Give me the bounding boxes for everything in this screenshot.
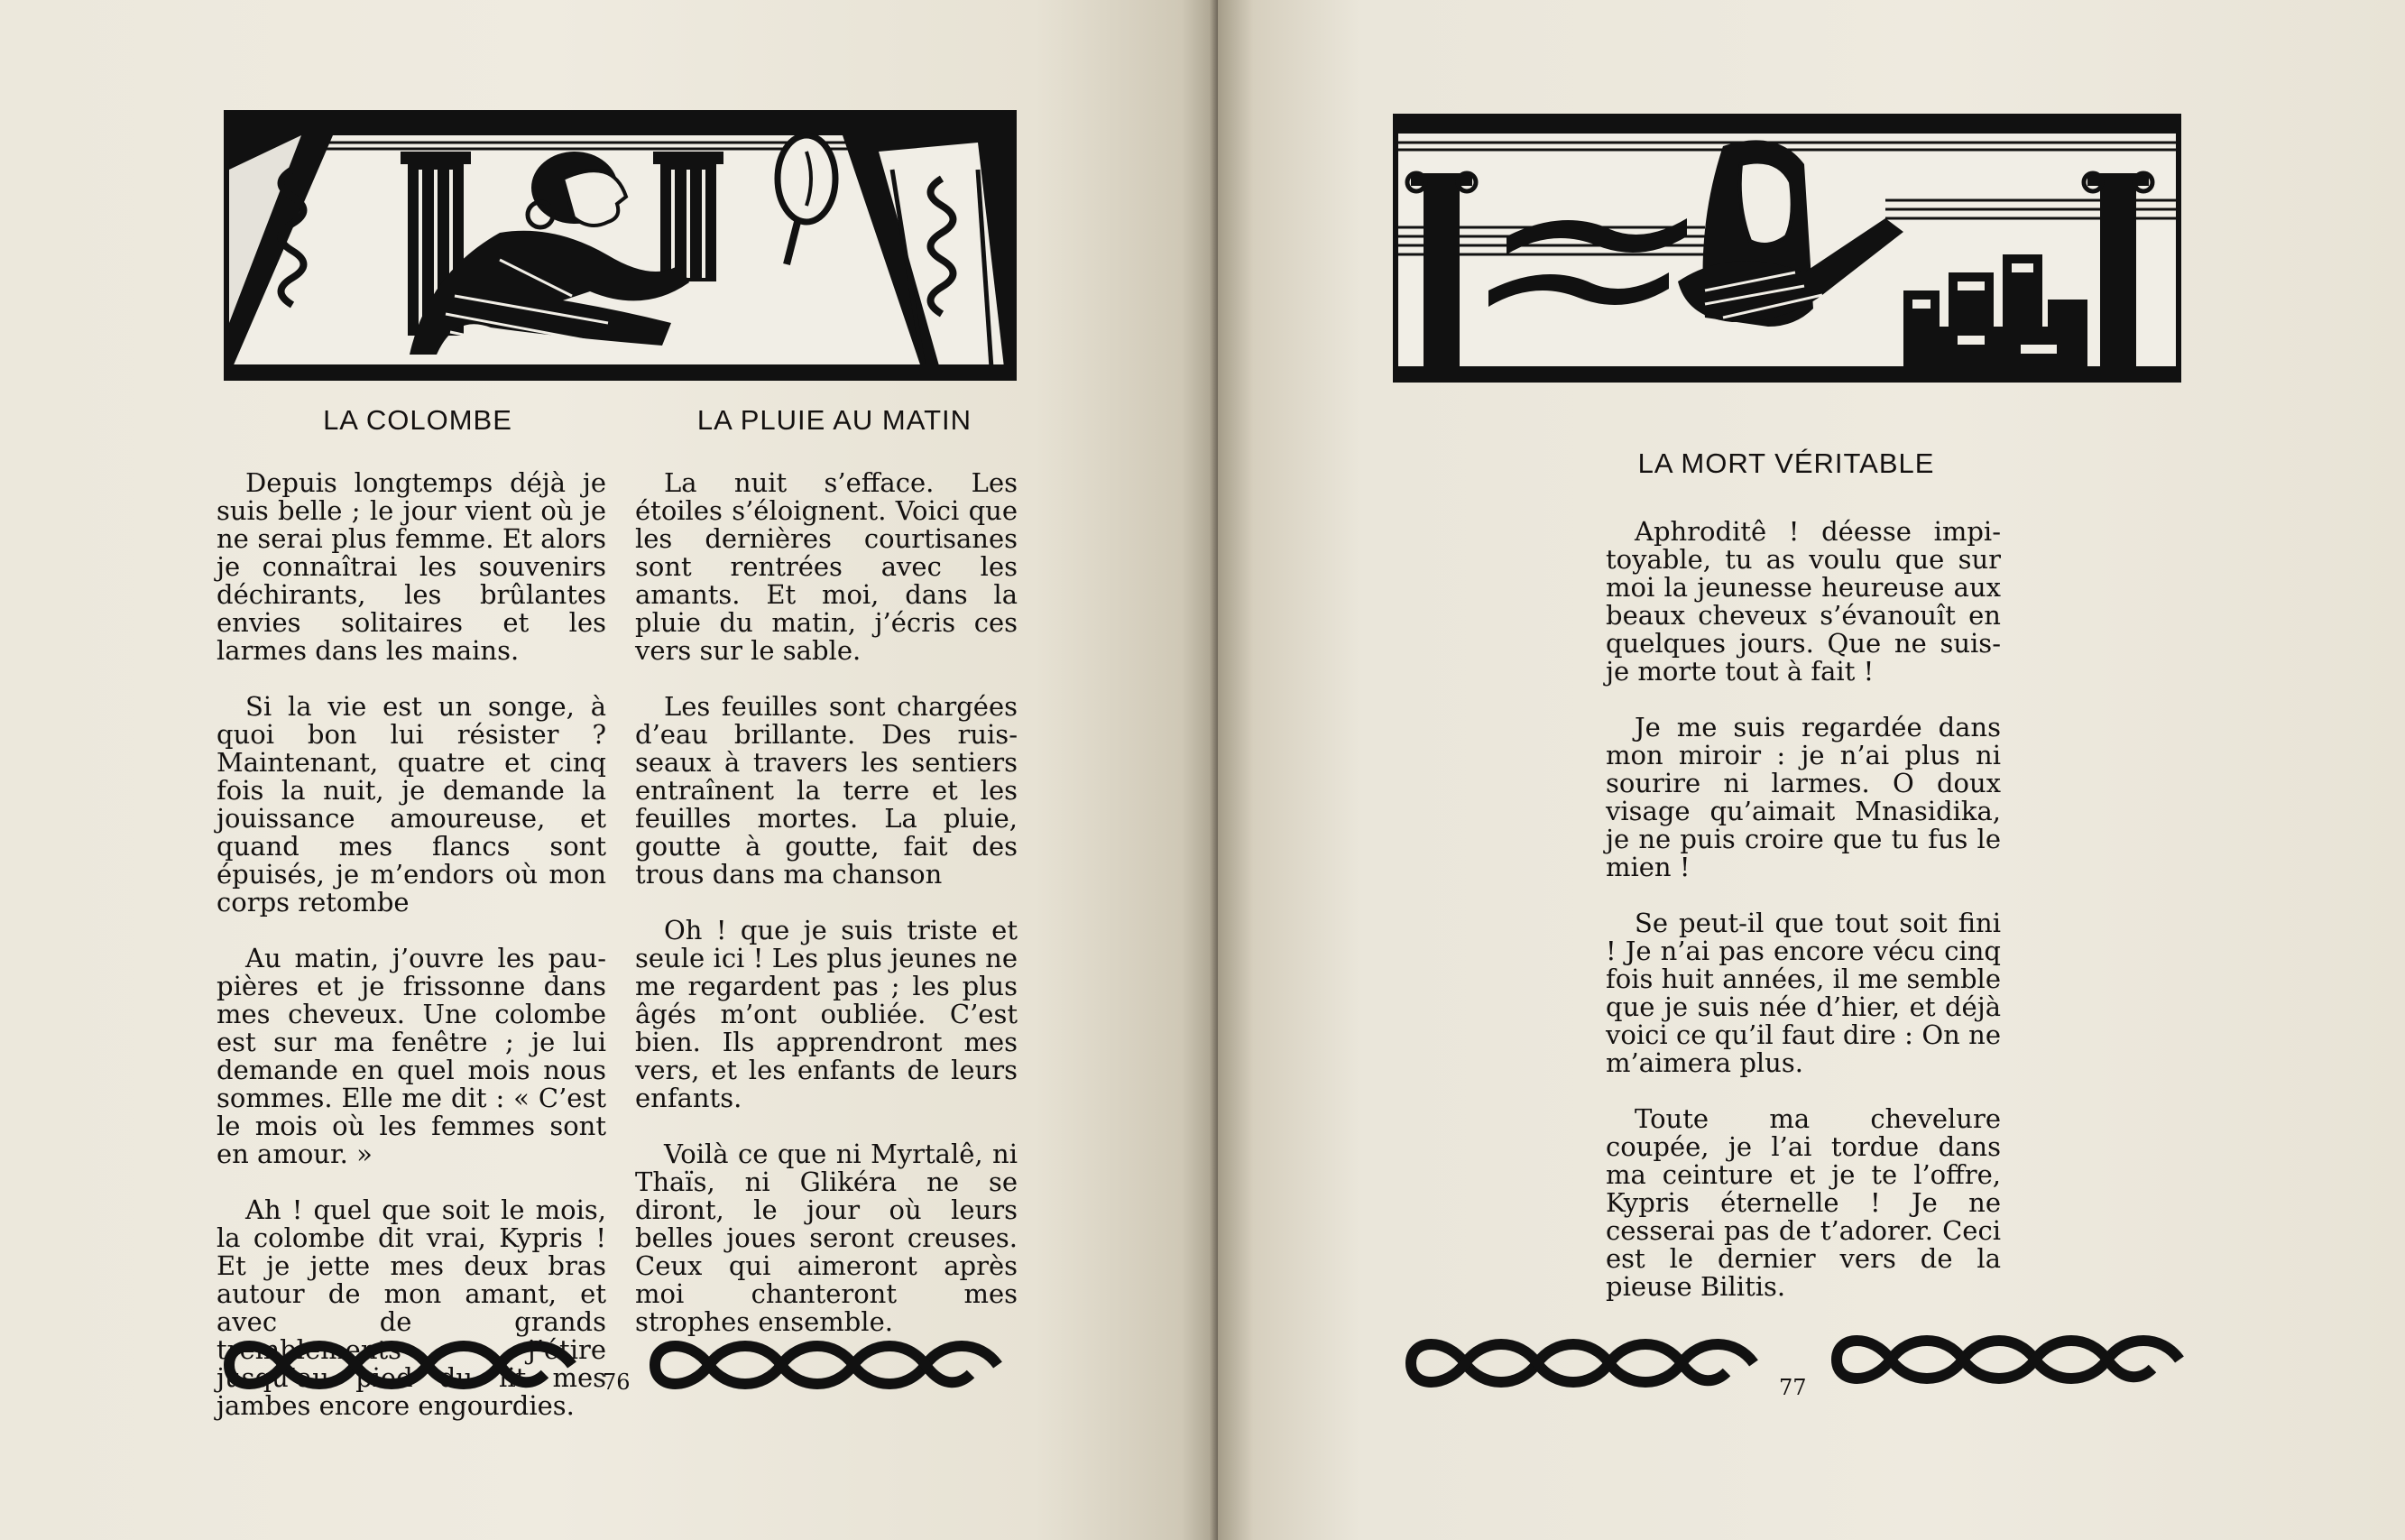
page-number: 76 (603, 1369, 631, 1395)
interlace-border-ornament-icon (220, 1333, 590, 1397)
poem-title-la-colombe: LA COLOMBE (323, 404, 512, 436)
paragraph: Aphroditê ! déesse impitoyable, tu as voulu que sur moi la jeunesse heureuse aux beaux cheveux s’évanouît en quelques jours. Que ne suis-je morte tout à fait ! (1606, 516, 2001, 687)
interlace-border-ornament-icon (1402, 1332, 1772, 1395)
interlace-border-ornament-icon (1828, 1328, 2198, 1391)
poem-body-la-pluie-au-matin (635, 469, 1018, 1336)
poem-body-la-mort-veritable (1606, 518, 2001, 1301)
right-page (1218, 0, 2405, 1540)
interlace-border-ornament-icon (646, 1333, 1016, 1397)
paragraph: La nuit s’efface. Les étoiles s’éloignent. Voici que les dernières courtisanes sont rentrées avec les amants. Et moi, dans la pluie du matin, j’écris ces vers sur le sable. (635, 467, 1018, 666)
paragraph: Je me suis regardée dans mon miroir : je n’ai plus ni sourire ni larmes. O doux visage qu’aimait Mnasidika, je ne puis croire que tu fus le mien ! (1606, 712, 2001, 882)
poem-title-la-pluie-au-matin: LA PLUIE AU MATIN (696, 404, 972, 436)
paragraph: Se peut-il que tout soit fini ! Je n’ai pas encore vécu cinq fois huit années, il me semble que je suis née d’hier, et déjà voici ce qu’il faut dire : On ne m’aimera plus. (1606, 908, 2001, 1078)
page-number: 77 (1779, 1375, 1807, 1400)
paragraph: Oh ! que je suis triste et seule ici ! Les plus jeunes ne me regardent pas ; les plus âgés m’ont oubliée. C’est bien. Ils apprendront mes vers, et les enfants de leurs enfants. (635, 915, 1018, 1113)
paragraph: Depuis longtemps déjà je suis belle ; le jour vient où je ne serai plus femme. Et alors je connaîtrai les souvenirs déchirants, les brûlantes envies solitaires et les larmes dans les mains. (217, 467, 606, 666)
paragraph: Toute ma chevelure coupée, je l’ai tordue dans ma ceinture et je te l’offre, Kypris éternelle ! Je ne cesserai pas de t’adorer. Ceci est le dernier vers de la pieuse Bilitis. (1606, 1103, 2001, 1302)
paragraph: Au matin, j’ouvre les paupières et je frissonne dans mes cheveux. Une colombe est sur ma fenêtre ; je lui demande en quel mois nous sommes. Elle me dit : « C’est le mois où les femmes sont en amour. » (217, 943, 606, 1169)
paragraph: Les feuilles sont chargées d’eau brillante. Des ruisseaux à travers les sentiers entraînent la terre et les feuilles mortes. La pluie, goutte à goutte, fait des trous dans ma chanson (635, 691, 1018, 890)
paragraph: Si la vie est un songe, à quoi bon lui résister ? Maintenant, quatre et cinq fois la nuit, je demande la jouissance amoureuse, et quand mes flancs sont épuisés, je m’endors où mon corps retombe (217, 691, 606, 918)
woodcut-mirror-illustration-icon (224, 110, 1017, 381)
poem-body-la-colombe (217, 469, 606, 1420)
woodcut-veiled-woman-illustration-icon (1393, 114, 2181, 383)
paragraph: Voilà ce que ni Myrtalê, ni Thaïs, ni Glikéra ne se diront, le jour où leurs belles joues seront creuses. Ceux qui aimeront après moi chanteront mes strophes ensemble. (635, 1139, 1018, 1337)
paragraph: Ah ! quel que soit le mois, la colombe dit vrai, Kypris ! Et je jette mes deux bras autour de mon amant, et avec de grands tremblements j’étire jusqu’au pied du lit mes jambes encore engourdies. (217, 1194, 606, 1421)
poem-title-la-mort-veritable: LA MORT VÉRITABLE (1637, 447, 1935, 479)
